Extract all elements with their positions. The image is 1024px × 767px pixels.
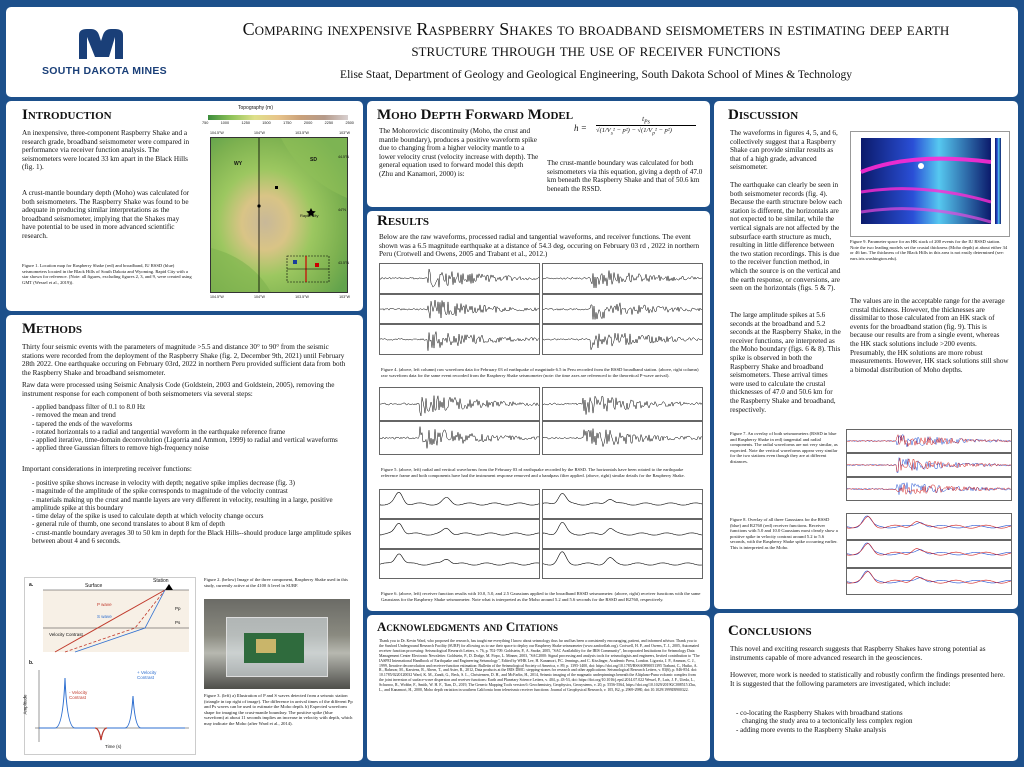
- consideration-item: - magnitude of the amplitude of the spike corresponds to magnitude of the velocity contrast: [32, 487, 288, 496]
- waveform-panel: [542, 324, 703, 355]
- methods-considerations: [32, 479, 352, 545]
- methods-p3: Important considerations in interpreting receiver functions:: [22, 465, 192, 473]
- methods-p2: Raw data were processed using Seismic Analysis Code (Goldstein, 2003 and Goldstein, 2005), removing the instrument response for each component of both seismometers via several steps:: [22, 381, 335, 398]
- moho-equation: h = $t_{Ps}$ $√(1/V_s^2 - p^2) - √(1/V_p^2 - p^2)$: [572, 113, 702, 153]
- conclusions-p2: However, more work is needed to statistically and robustly confirm the findings presented here. It is suggested that the following parameters are investigated, which include:: [730, 671, 1005, 688]
- fig2-photo: [204, 599, 350, 689]
- waveform-panel: [379, 519, 540, 549]
- poster-author: Elise Staat, Department of Geology and Geological Engineering, South Dakota School of Mines & Technology: [340, 69, 852, 81]
- fig3a-surface: Surface: [85, 583, 103, 589]
- intro-p1: An inexpensive, three-component Raspberry Shake and a research grade, broadband seismometer were compared in performance via receiver function analysis. The seismometers were located 33 km apart in the Black Hills (fig. 1).: [22, 129, 190, 172]
- map-label-sd: SD: [310, 157, 317, 163]
- fig3b-xlabel: Time (s): [105, 744, 122, 749]
- step-item: - applied iterative, time-domain deconvolution (Ligorria and Ammon, 1999) to radial and vertical waveforms: [32, 436, 338, 445]
- logo-text: SOUTH DAKOTA MINES: [42, 65, 167, 77]
- waveform-panel: [379, 489, 540, 519]
- conclusions-heading: Conclusions: [728, 623, 812, 639]
- fig6-receiver-functions: [379, 489, 701, 587]
- map-label-rapid-city: Rapid City: [300, 213, 319, 218]
- methods-panel: [6, 315, 363, 761]
- waveform-panel: [542, 519, 703, 549]
- conclusions-p1: This novel and exciting research suggests that Raspberry Shakes have strong potential as instruments capable of more advanced research in the geosciences.: [730, 645, 986, 662]
- map-area: [210, 137, 348, 293]
- waveform-panel: [542, 263, 703, 294]
- methods-heading: Methods: [22, 321, 83, 337]
- step-item: - applied bandpass filter of 0.1 to 8.0 Hz: [32, 403, 146, 411]
- waveform-panel: [379, 421, 540, 455]
- fig3a-pp: Pp: [175, 606, 181, 611]
- waveform-panel: [379, 294, 540, 325]
- fig3a-contrast: Velocity Contrast: [49, 632, 83, 637]
- discussion-panel: [714, 101, 1018, 609]
- moho-heading: Moho Depth Forward Model: [377, 107, 574, 123]
- map-ticks-bottom: 104.5°W 104°W 103.5°W 103°W: [210, 295, 350, 299]
- waveform-panel: [379, 263, 540, 294]
- fig4-raw-waveforms: [379, 263, 701, 363]
- fig3a-station: Station: [153, 578, 169, 584]
- waveform-panel: [846, 513, 1012, 540]
- moho-p2: The crust-mantle boundary was calculated for both seismometers via this equation, giving a depth of 47.0 km beneath the Raspberry Shake and that of 50.6 km beneath the RSSD.: [547, 159, 703, 193]
- waveform-panel: [379, 549, 540, 579]
- fig7-overlay: [846, 429, 1010, 509]
- waveform-panel: [846, 453, 1012, 477]
- waveform-panel: [379, 387, 540, 421]
- logo: [42, 25, 167, 83]
- fig8-rf-overlay: [846, 513, 1010, 603]
- map-title: Topography (m): [238, 105, 274, 111]
- consideration-item: - general rule of thumb, one second translates to about 8 km of depth: [32, 520, 225, 529]
- fig9-hk-stack: [850, 131, 1010, 237]
- fig3b-neg: - Velocity Contrast: [69, 690, 88, 700]
- header-panel: [6, 7, 1018, 97]
- waveform-panel: [542, 421, 703, 455]
- methods-p1: Thirty four seismic events with the parameters of magnitude >5.5 and distance 30° to 90° from the seismic stations were recorded from the deployment of the Raspberry Shake (fig. 2, December 9th, 2021) until February 28th 2022. One earthquake occuring on February 03rd, 2022 in northern Peru provided sufficient data from both the Raspberry Shake and broadband seismometer.: [22, 343, 346, 377]
- colorbar: [208, 115, 348, 120]
- moho-panel: [367, 101, 710, 207]
- ack-heading: Acknowledgments and Citations: [377, 619, 558, 634]
- conclusion-item: changing the study area to a tectonically less complex region: [742, 717, 913, 726]
- fig3b-label: b.: [29, 660, 34, 666]
- discussion-p1: The waveforms in figures 4, 5, and 6, collectively suggest that a Raspberry Shake can provide similar results as that of a high grade, advanced seismometer.: [730, 129, 838, 172]
- conclusion-item: - adding more events to the Raspberry Shake analysis: [736, 725, 887, 734]
- step-item: - tapered the ends of the waveforms: [32, 419, 133, 428]
- fig4-caption: Figure 4. (above, left column) raw waveform data for February 03 rd earthquake of magnitude 6.5 in Peru recorded from the RSSD broadband station. (above, right column) raw waveform data for the same event recorded from the Raspberry Shake seismometer (note: the time axes are referenced to the theoretical P-wave arrival).: [381, 367, 699, 378]
- step-item: - rotated horizontals to a radial and tangential waveform in the earthquake reference frame: [32, 427, 286, 436]
- mines-m-icon: [77, 27, 127, 61]
- waveform-panel: [846, 477, 1012, 501]
- fig3a-swave: S wave: [97, 614, 112, 619]
- fig3a-ps: Ps: [175, 620, 181, 625]
- waveform-panel: [542, 489, 703, 519]
- conclusions-list: [736, 709, 1010, 734]
- fig1-caption: Figure 1. Location map for Raspberry Shake (red) and broadband, IU RSSD (blue) seismometers located in the Black Hills of South Dakota and Wyoming. Rapid City with a star shown for reference. (Note: all figures, excluding figures 2, 3, and 9, were created using GMT (Wessel et al., 2019)).: [22, 263, 192, 285]
- fig5-caption: Figure 5. (above, left) radial and vertical waveforms from the February 03 rd earthquake recorded by the RSSD. The horizontals have been rotated to the earthquake reference frame and both components have had the instrument response removed and a bandpass filter applied. (above, right) similar details for the Raspberry Shake.: [381, 467, 685, 478]
- map-lat-ticks: 44.5°N 44°N 43.5°N: [338, 155, 350, 265]
- map-ticks-top: 104.5°W 104°W 103.5°W 103°W: [210, 131, 350, 135]
- moho-p1: The Mohorovicic discontinuity (Moho, the crust and mantle boundary), produces a positive waveform spike due to changing from a higher velocity mantle to a lower velocity crust (velocity increase with depth). The general equation used to forward model this depth (Zhu and Kanamori, 2000) is:: [379, 127, 539, 178]
- fig7-caption: Figure 7. An overlay of both seismometers (RSSD in blue and Raspberry Shake in red) tangential and radial components. The radial waveforms are not very similar, as expected. Note the vertical waveforms appear very similar for the two stations even though they are at different distances.: [730, 431, 838, 464]
- results-heading: Results: [377, 213, 430, 229]
- intro-heading: Introduction: [22, 107, 112, 123]
- fig2-caption: Figure 2. (below) Image of the three component, Raspberry Shake used in this study, currently active at the 4100 ft level in SURF.: [204, 577, 348, 588]
- waveform-panel: [542, 387, 703, 421]
- waveform-panel: [542, 549, 703, 579]
- consideration-item: - crust-mantle boundary averages 30 to 50 km in depth for the Black Hills--should produce large amplitude spikes between about 4 and 6 seconds.: [32, 528, 352, 546]
- fig9-caption: Figure 9. Parameter space for an HK stack of 200 events for the IU RSSD station. Note the two leading models set the crustal thickness (Moho depth) at about either 34 or 46 km. The thickness of the Black Hills in this area is not easily determined (see: ears.iris.washington.edu).: [850, 239, 1008, 261]
- step-item: - applied three Gaussian filters to remove high-frequency noise: [32, 444, 209, 453]
- intro-p2: A crust-mantle boundary depth (Moho) was calculated for both seismometers. The Raspberry Shake was found to be adequate in producing similar interpretations as the broadband seismometer, implying that the Shakes may have potential to be used in more advanced scientific research.: [22, 189, 190, 240]
- discussion-p3: The large amplitude spikes at 5.6 seconds at the broadband and 5.2 seconds at the Raspberry Shake, in the receiver functions, are interpreted as the Moho boundary (figs. 6 & 8). This spike is observed in both the Raspberry Shake and broadband seismometers. These arrival times were used to calculate the crustal thicknesses of 47.0 and 50.6 km for the Raspberry Shake and broadband, respectively.: [730, 311, 841, 414]
- results-intro: Below are the raw waveforms, processed radial and tangential waveforms, and receiver functions. The event shown was a 6.5 magnitude earthquake at a distance of 54.3 deg, occuring on February 03 rd , 2022 in northern Peru (Crotwell and Owens, 2005 and Trabant et al., 2012.): [379, 233, 700, 259]
- fig6-caption: Figure 6. (above, left) receiver function results with 10.0, 5.0, and 2.5 Gaussians applied to the broadband RSSD seismometer. (above, right) receiver functions with the same Gaussians for the Raspberry Shake seismometer. Note what is interpreted as the Moho around 5.2 and 5.6 seconds for the RSSD and R2760, respectively.: [381, 591, 701, 602]
- waveform-panel: [846, 540, 1012, 567]
- fig3-diagram: [24, 577, 196, 755]
- step-item: - removed the mean and trend: [32, 411, 116, 420]
- waveform-panel: [846, 429, 1012, 453]
- consideration-item: - positive spike shows increase in velocity with depth; negative spike implies decrease (fig. 3): [32, 479, 296, 487]
- intro-panel: [6, 101, 363, 311]
- ack-panel: [367, 615, 710, 761]
- fig5-radial-vertical: [379, 387, 701, 463]
- waveform-panel: [846, 568, 1012, 595]
- fig3a-label: a.: [29, 582, 34, 588]
- conclusion-item: - co-locating the Raspberry Shakes with broadband stations: [736, 709, 903, 717]
- discussion-heading: Discussion: [728, 107, 799, 123]
- conclusions-panel: [714, 613, 1018, 761]
- consideration-item: - materials making up the crust and mantle layers are very different in velocity, resulting in a large, positive amplitude spike at this boundary: [32, 495, 333, 512]
- discussion-p2: The earthquake can clearly be seen in both seismometer records (fig. 4). Because the earth structure below each station is different, the horizontals are not expected to be similar, while the vertical signals are not affected by the subsurface earth structure as much, resulting in little difference between the two station recordings. This is due to the receiver function method, in which the source is on the vertical and the earth response, or conversions, are seen on the horizontals (figs. 5 & 7).: [730, 181, 842, 293]
- discussion-p4: The values are in the acceptable range for the average crustal thickness. However, the thicknesses are dissimilar to those calculated from an HK stack of events for the broadband station (fig. 9). This is because our results are from a single event, whereas the HK stack solutions include >200 events. Presumably, the HK solutions are more robust measurements. However, HK stack solutions still show a bimodal distribution of Moho depths.: [850, 297, 1009, 374]
- colorbar-ticks: 750 1000 1250 1500 1750 2000 2250 2500: [202, 121, 354, 125]
- map-label-wy: WY: [234, 161, 243, 167]
- fig1-map: [198, 105, 358, 307]
- fig8-caption: Figure 8. Overlay of all three Gaussians for the RSSD (blue) and R2760 (red) receiver functions. Receiver functions with 5.0 and 10.0 Gaussians most clearly show a positive spike in velocity contrast around 5.2 to 5.6 seconds, with the Raspberry Shake spike occurring earlier. This is interpreted as the Moho.: [730, 517, 838, 550]
- fig3-caption: Figure 3. (left) a) Illustration of P and S waves detected from a seismic station (triangle in top right of image). The difference in arrival times of the different Pp and Ps waves can be used to estimate the Moho depth. b) Expected waveform shape for imaging the crust-mantle boundary. The positive spike (blue waveform) at about 11 seconds implies an increase in velocity with depth, which may indicate the Moho (after Ward et al., 2014).: [204, 693, 353, 726]
- methods-steps: [32, 403, 352, 453]
- poster-title: Comparing inexpensive Raspberry Shakes to broadband seismometers in estimating deep earth structure through the use of receiver functions: [242, 19, 950, 60]
- fig3a-pwave: P wave: [97, 602, 112, 607]
- ack-text: Thank you to Dr. Kevin Ward, who proposed the research, has taught me everything I know about seismology thus far and has been a consistently encouraging, patient, and informed advisor. Thank you to the Sanford Underground Research Facility (SURF) for allowing us to use their space to deploy our Raspberry Shake seismometer (www.sanfordlab.org). Crotwell, H. P., and Owens, T. J., 2005, Automated receiver function processing: Seismological Research Letters, v. 76, p. 702-709. Goldstein, P., A. Snoke, 2005, "SAC Availability for the IRIS Community", Incorporated Institutions for Seismology Data Management Center Electronic Newsletter. Goldstein, P., D. Dodge, M. Firpo, L. Minner, 2003, "SAC2000: Signal processing and analysis tools for seismologists and engineers, Invited contribution to "The IASPEI International Handbook of Earthquake and Engineering Seismology", Edited by WHK Lee, H. Kanamori, P.C. Jennings, and C. Kisslinger, Academic Press, London. Ligorria, J. P., Ammon, C. J., 1999, Iterative deconvolution and receiver-function estimation: Bulletin of the Seismological Society of America, v. 89, p. 1395-1400, doi: https://doi.org/10.1785/BSSA0890051395 Trabant, C., Hutko, A. R., Bahavar, M., Karstens, R., Ahern, T., and Aster, R., 2012, Data products at the IRIS DMC: stepping-stones for research and other applications: Seismological Research Letters, v. 83(6), p. 846-854. doi: 10.1785/0220120032 Ward, K. M., Zandt, G., Beck, S. L., Christensen, D. H., and McFarlin, H., 2014, Seismic imaging of the magmatic underpinnings beneath the Altiplano-Puna volcanic complex from the joint inversion of surface-wave dispersion and receiver functions: Earth and Planetary Science Letters, v. 404, p. 43-53, doi: https://doi.org/10.1016/j.epsl.2014.07.022 Wessel, P., Luis, J. F., Uieda, L., Scharroo, R., Wobbe, F., Smith, W. H. F., Tian, D., 2019, The Generic Mapping Tools version 6: Geochemistry, Geophysics, Geosystems, v. 20, p. 5556-5564, https://doi.org/10.1029/2019GC008515 Zhu, L., and Kanamori, H., 2000, Moho depth variation in southern California from teleseismic receiver functions: Journal of Geophysical Research, v. 105, B2, p. 2969-2980, doi:10.1029/1999JB900322.: [379, 639, 700, 693]
- consideration-item: - time delay of the spike is used to calculate depth at which velocity change occurs: [32, 512, 264, 521]
- fig3b-ylabel: Amplitude: [22, 694, 28, 715]
- waveform-panel: [542, 294, 703, 325]
- waveform-panel: [379, 324, 540, 355]
- results-panel: [367, 211, 710, 611]
- fig3b-pos: + Velocity Contrast: [137, 670, 157, 680]
